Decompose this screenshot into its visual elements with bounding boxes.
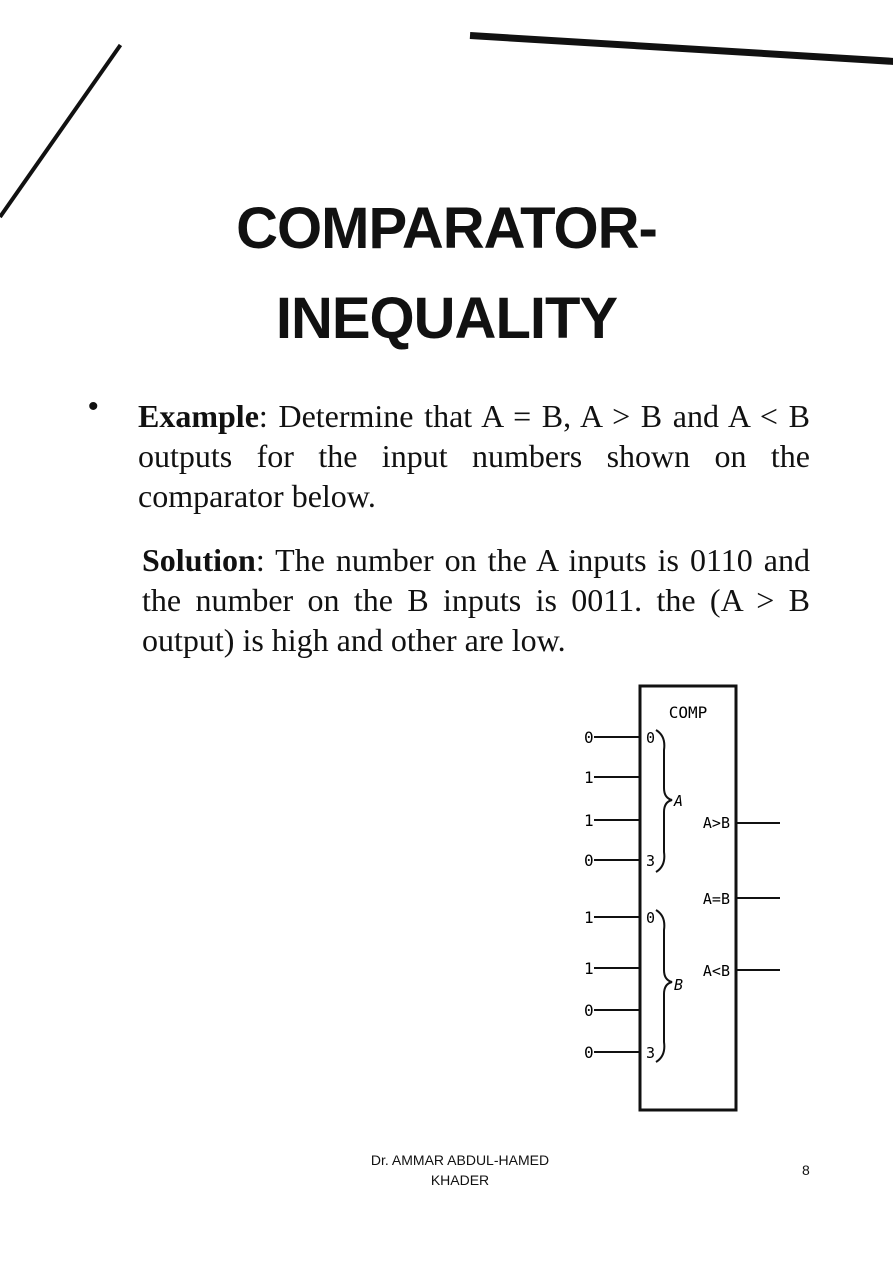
page-title-line2: INEQUALITY [275,286,618,351]
a-input-bit: 0 [584,851,594,870]
example-label: Example [138,398,259,434]
solution-text: : The number on the A inputs is 0110 and the number on the B inputs is 0011. the (A > B output) is high and other are low. [142,542,810,658]
b-input-bit: 1 [584,959,594,978]
page-title-line1: COMPARATOR- [236,196,657,261]
comparator-diagram [560,680,800,1120]
example-text: : Determine that A = B, A > B and A < B outputs for the input numbers shown on the comparator below. [138,398,810,514]
pin-number: 0 [646,729,656,747]
a-input-bit: 0 [584,728,594,747]
a-input-bit: 1 [584,811,594,830]
a-input-bit: 1 [584,768,594,787]
group-label-b: B [674,976,684,994]
b-input-bit: 1 [584,908,594,927]
output-label-eq: A=B [702,890,730,908]
scan-edge-top [470,32,893,65]
pin-number: 3 [646,1044,656,1062]
page-number: 8 [802,1162,810,1178]
footer-author [330,1150,590,1190]
pin-number: 0 [646,909,656,927]
scan-edge-left [0,44,122,218]
output-label-lt: A<B [702,962,730,980]
pin-number: 3 [646,852,656,870]
solution-label: Solution [142,542,256,578]
group-label-a: A [674,792,684,810]
b-input-bit: 0 [584,1043,594,1062]
chip-label: COMP [668,703,708,722]
bullet-dot: • [88,390,99,423]
output-label-gt: A>B [702,814,730,832]
example-paragraph [138,396,810,516]
solution-paragraph [142,540,810,660]
author-line2: KHADER [430,1172,490,1188]
b-input-bit: 0 [584,1001,594,1020]
author-line1: Dr. AMMAR ABDUL-HAMED [370,1152,550,1168]
